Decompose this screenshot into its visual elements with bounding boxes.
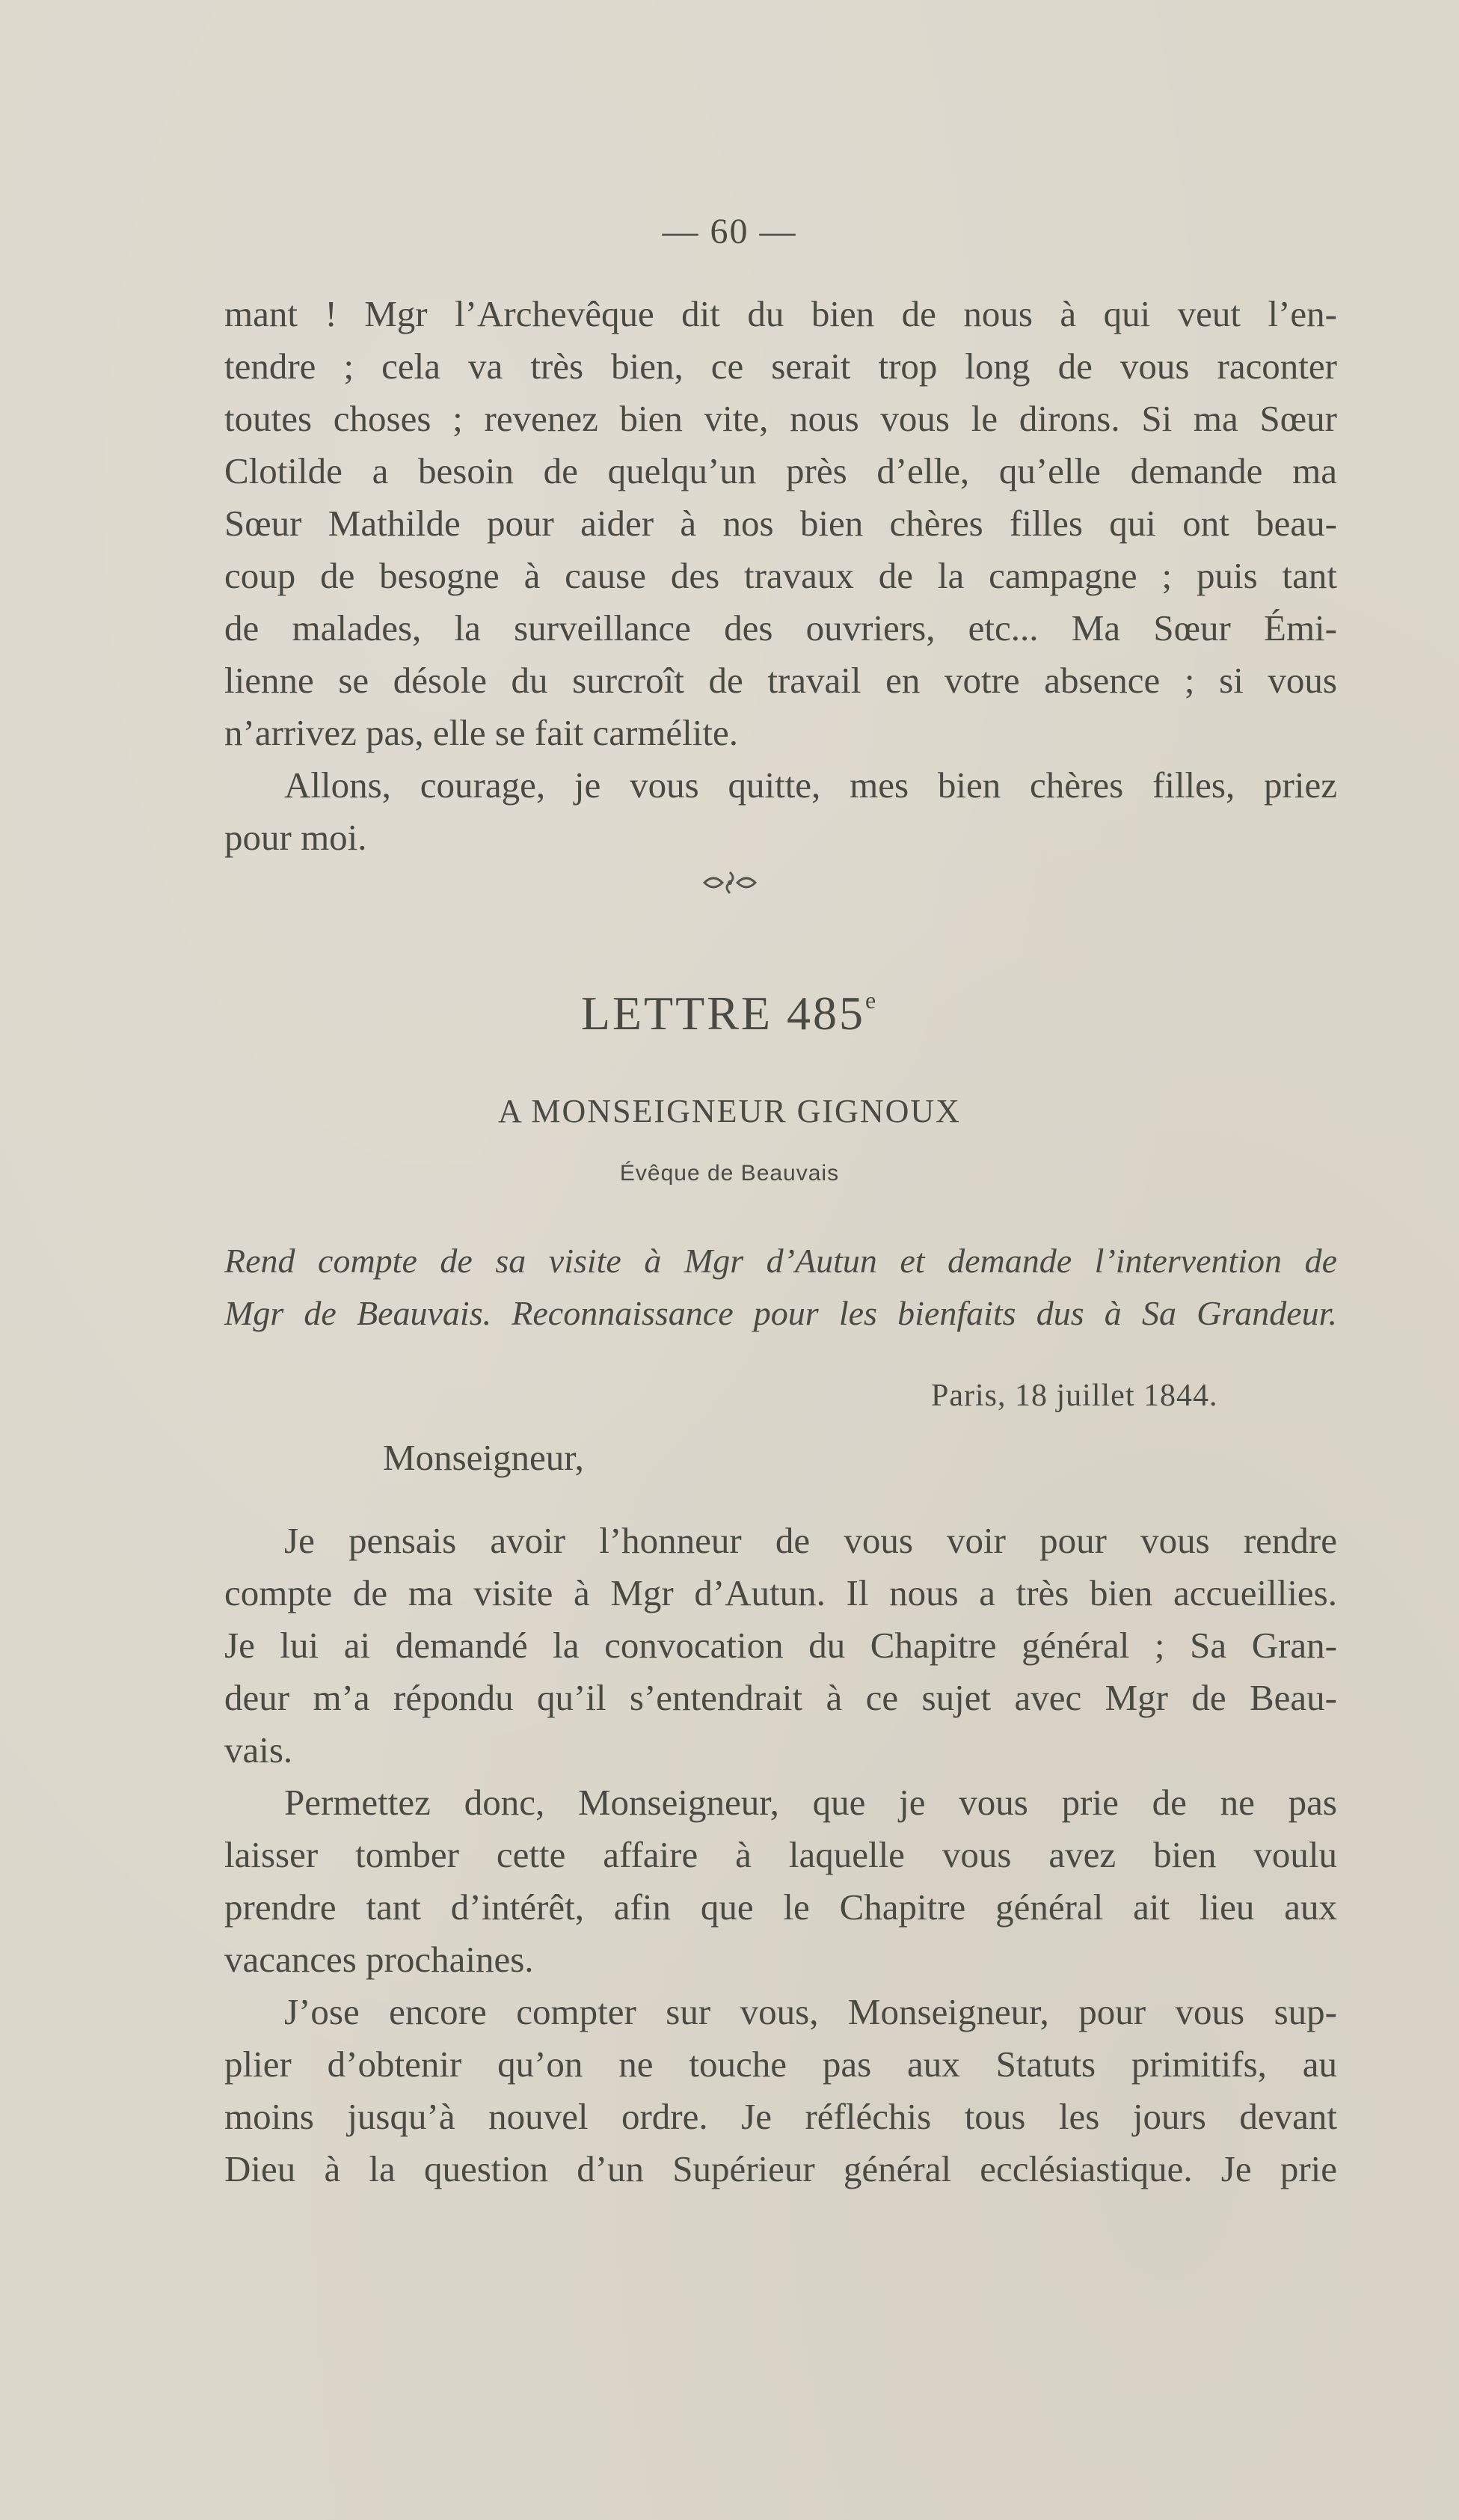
previous-letter-ending: [224, 288, 1337, 864]
text-line: Je lui ai demandé la convocation du Chapitre général ; Sa Gran-: [224, 1625, 1337, 1666]
text-line: Allons, courage, je vous quitte, mes bien chères filles, priez: [284, 764, 1337, 806]
text-line: pour moi.: [224, 817, 367, 858]
salutation: Monseigneur,: [383, 1437, 584, 1478]
addressee: A MONSEIGNEUR GIGNOUX: [498, 1093, 961, 1129]
letter-title-superscript: e: [864, 987, 879, 1014]
fleuron-ornament-icon: [700, 868, 760, 898]
text-line: plier d’obtenir qu’on ne touche pas aux Statuts primitifs, au: [224, 2044, 1337, 2085]
letter-summary: [224, 1236, 1337, 1340]
text-line: Permettez donc, Monseigneur, que je vous prie de ne pas: [284, 1782, 1337, 1823]
text-line: Sœur Mathilde pour aider à nos bien chères filles qui ont beau-: [224, 503, 1337, 544]
text-line: tendre ; cela va très bien, ce serait trop long de vous raconter: [224, 346, 1337, 387]
letter-title-text: LETTRE 485: [580, 987, 865, 1040]
text-line: vais.: [224, 1729, 293, 1771]
text-line: J’ose encore compter sur vous, Monseigneur, pour vous sup-: [284, 1991, 1337, 2032]
text-line: Je pensais avoir l’honneur de vous voir pour vous rendre: [284, 1520, 1337, 1561]
text-line: de malades, la surveillance des ouvriers, etc... Ma Sœur Émi-: [224, 607, 1337, 649]
text-line: toutes choses ; revenez bien vite, nous vous le dirons. Si ma Sœur: [224, 398, 1337, 439]
text-line: coup de besogne à cause des travaux de la campagne ; puis tant: [224, 555, 1337, 596]
text-line: deur m’a répondu qu’il s’entendrait à ce sujet avec Mgr de Beau-: [224, 1677, 1337, 1718]
letter-body: [224, 1515, 1337, 2195]
text-line: compte de ma visite à Mgr d’Autun. Il nous a très bien accueillies.: [224, 1572, 1337, 1613]
page-number: — 60 —: [662, 212, 797, 251]
summary-line: Rend compte de sa visite à Mgr d’Autun et demande l’intervention de: [224, 1242, 1337, 1280]
text-line: Clotilde a besoin de quelqu’un près d’elle, qu’elle demande ma: [224, 450, 1337, 491]
text-line: n’arrivez pas, elle se fait carmélite.: [224, 712, 738, 753]
letter-title: [0, 986, 1459, 1041]
text-line: Dieu à la question d’un Supérieur général ecclésiastique. Je prie: [224, 2148, 1337, 2189]
text-line: laisser tomber cette affaire à laquelle vous avez bien voulu: [224, 1834, 1337, 1875]
summary-line: Mgr de Beauvais. Reconnaissance pour les bienfaits dus à Sa Grandeur.: [224, 1294, 1337, 1332]
fleuron-ornament-icon: [0, 868, 1459, 905]
text-line: moins jusqu’à nouvel ordre. Je réfléchis tous les jours devant: [224, 2096, 1337, 2137]
dateline: Paris, 18 juillet 1844.: [931, 1379, 1218, 1413]
addressee-subtitle: Évêque de Beauvais: [619, 1161, 840, 1186]
text-line: mant ! Mgr l’Archevêque dit du bien de nous à qui veut l’en-: [224, 293, 1337, 334]
text-line: vacances prochaines.: [224, 1939, 534, 1980]
text-line: lienne se désole du surcroît de travail en votre absence ; si vous: [224, 660, 1337, 701]
text-line: prendre tant d’intérêt, afin que le Chapitre général ait lieu aux: [224, 1886, 1337, 1928]
